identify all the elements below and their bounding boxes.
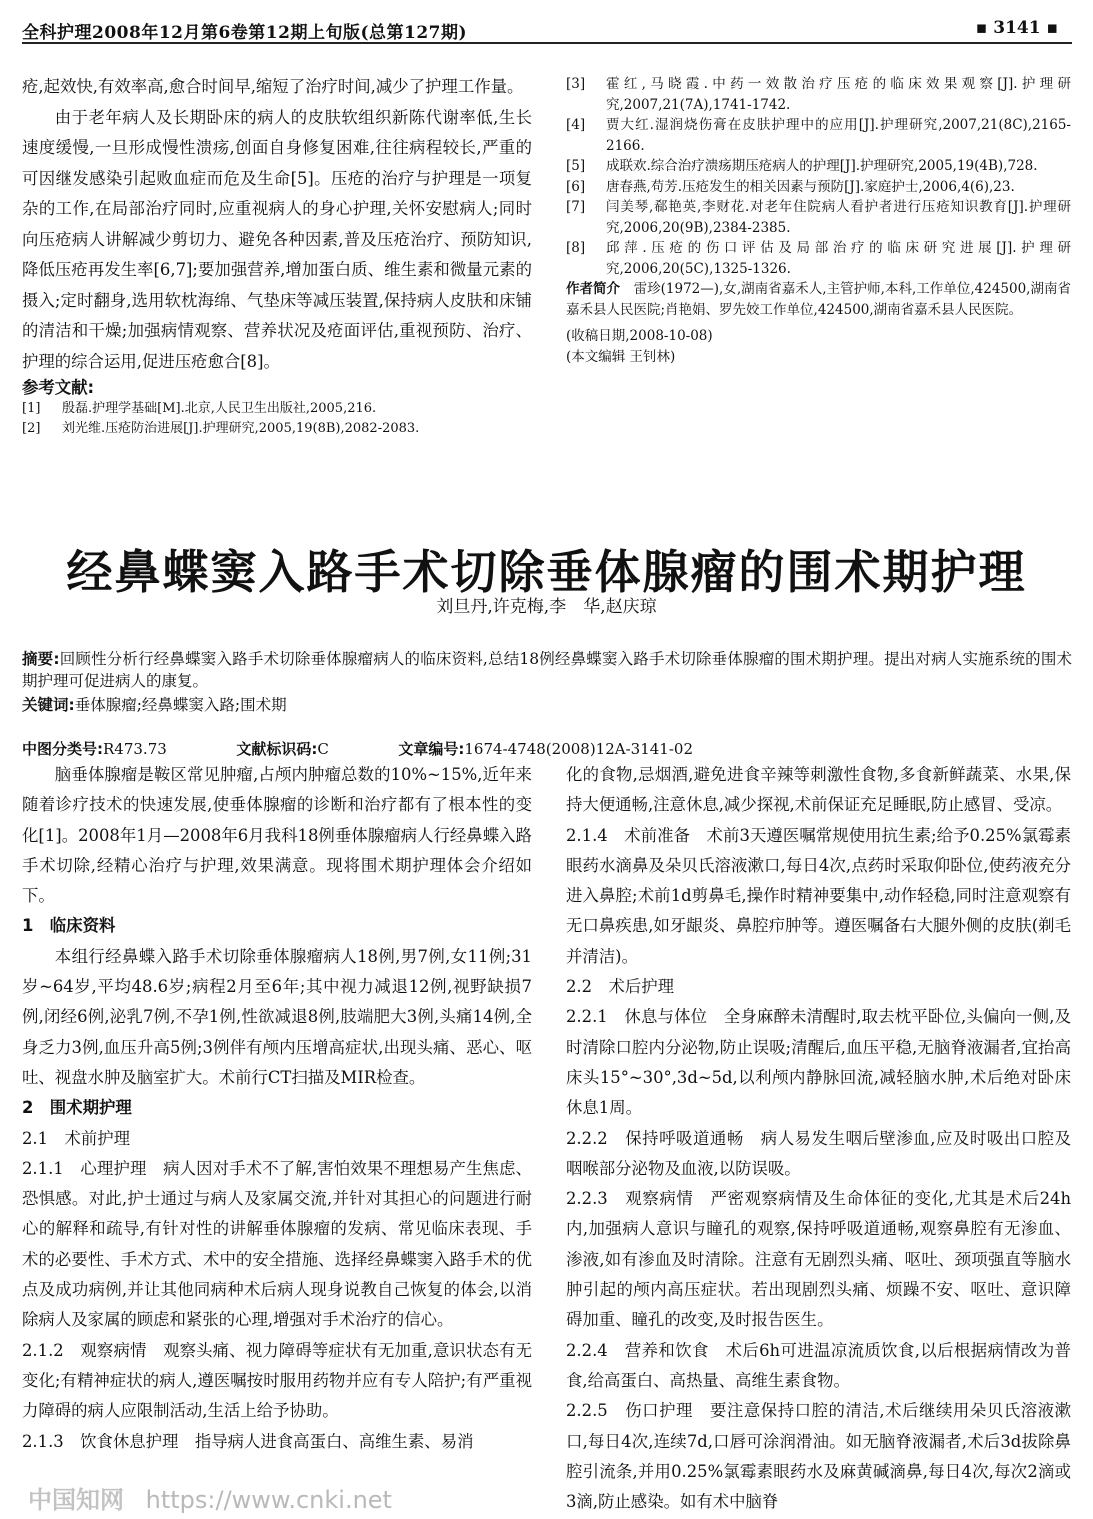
running-header [22, 14, 1072, 44]
classification-line [22, 738, 1072, 759]
text-2-1-1: 病人因对手术不了解,害怕效果不理想易产生焦虑、恐惧感。对此,护士通过与病人及家属交流,并针对其担心的问题进行耐心的解释和疏导,有针对性的讲解垂体腺瘤的发病、常见临床表现、手术的必要性、手术方式、术中的安全措施、选择经鼻蝶窦入路手术的优点及成功病例,并让其他同病种术后病人现身说教自己恢复的体会,以消除病人及家属的顾虑和紧张的心理,增强对手术治疗的信心。 [22, 1158, 532, 1330]
heading-2-2-4: 2.2.4 营养和饮食 [566, 1340, 709, 1360]
paragraph-2-2-4 [566, 1336, 1071, 1397]
abstract [22, 648, 1072, 692]
clinical-paragraph: 本组行经鼻蝶入路手术切除垂体腺瘤病人18例,男7例,女11例;31岁~64岁,平均48.6岁;病程2月至6年;其中视力减退12例,视野缺损7例,闭经6例,泌乳7例,不孕1例,性欲减退8例,肢端肥大3例,头痛14例,全身乏力3例,血压升高5例;3例伴有颅内压增高症状,出现头痛、恶心、呕吐、视盘水肿及脑室扩大。术前行CT扫描及MIR检查。 [22, 946, 532, 1087]
text-2-2-2: 病人易发生咽后壁渗血,应及时吸出口腔及咽喉部分泌物及血液,以防误吸。 [566, 1128, 1071, 1178]
prev-paragraph-1: 疮,起效快,有效率高,愈合时间早,缩短了治疗时间,减少了护理工作量。 [22, 77, 524, 96]
paragraph-2-2-5 [566, 1396, 1071, 1517]
prev-article-left-column [22, 72, 532, 439]
paragraph-2-2-1 [566, 1002, 1071, 1123]
section-heading-2: 2 围术期护理 [22, 1098, 132, 1118]
cnki-watermark [28, 1480, 392, 1515]
paragraph-2-2-3 [566, 1184, 1071, 1335]
article-authors: 刘旦丹,许克梅,李 华,赵庆琼 [436, 597, 657, 617]
keywords [22, 694, 1072, 716]
text-2-2-3: 严密观察病情及生命体征的变化,尤其是术后24h内,加强病人意识与瞳孔的观察,保持呼吸道通畅,观察鼻腔有无渗血、渗液,如有渗血及时清除。注意有无剧烈头痛、呕吐、颈项强直等脑水肿引起的颅内高压症状。若出现剧烈头痛、烦躁不安、呕吐、意识障碍加重、瞳孔的改变,及时报告医生。 [566, 1189, 1072, 1330]
text-2-2-5: 要注意保持口腔的清洁,术后继续用朵贝氏溶液漱口,每日4次,连续7d,口唇可涂润滑油。如无脑脊液漏者,术后3d拔除鼻腔引流条,并用0.25%氯霉素眼药水及麻黄碱滴鼻,每日4次,每次2滴或3滴,防止感染。如有术中脑脊 [566, 1401, 1071, 1512]
references-list-left [22, 399, 532, 439]
section-heading-1: 1 临床资料 [22, 916, 116, 936]
heading-2-1-4: 2.1.4 术前准备 [566, 825, 691, 845]
keywords-text: 垂体腺瘤;经鼻蝶窦入路;围术期 [74, 696, 287, 714]
reference-item: [5] 成联欢.综合治疗溃疡期压疮病人的护理[J].护理研究,2005,19(4B),728. [566, 158, 1038, 174]
prev-paragraph-2: 由于老年病人及长期卧床的病人的皮肤软组织新陈代谢率低,生长速度缓慢,一旦形成慢性溃疡,创面自身修复困难,往往病程较长,严重的可因继发感染引起败血症而危及生命[5]。压疮的治疗与护理是一项复杂的工作,在局部治疗同时,应重视病人的身心护理,关怀安慰病人;同时向压疮病人讲解减少剪切力、避免各种因素,普及压疮治疗、预防知识,降低压疮再发生率[6,7];要加强营养,增加蛋白质、维生素和微量元素的摄入;定时翻身,选用软枕海绵、气垫床等减压装置,保持病人皮肤和床铺的清洁和干燥;加强病情观察、营养状况及疮面评估,重视预防、治疗、护理的综合运用,促进压疮愈合[8]。 [22, 107, 532, 371]
references-heading: 参考文献: [22, 378, 95, 397]
paragraph-2-1-3 [22, 1427, 532, 1457]
paragraph-2-1-4 [566, 821, 1071, 972]
cls-value: R473.73 [103, 740, 167, 758]
heading-2-2-5: 2.2.5 伤口护理 [566, 1401, 693, 1421]
page-number: ▪ 3141 ▪ [975, 18, 1058, 38]
reference-item: [6] 唐春燕,苟芳.压疮发生的相关因素与预防[J].家庭护士,2006,4(6),23. [566, 178, 1015, 195]
article-number-value: 1674-4748(2008)12A-3141-02 [464, 740, 694, 758]
heading-2-2-3: 2.2.3 观察病情 [566, 1189, 694, 1209]
editor-note: (本文编辑 王钊林) [566, 348, 676, 365]
journal-info: 全科护理2008年12月第6卷第12期上旬版(总第127期) [22, 23, 468, 43]
text-2-1-4: 术前3天遵医嘱常规使用抗生素;给予0.25%氯霉素眼药水滴鼻及朵贝氏溶液漱口,每日4次,点药时采取仰卧位,使药液充分进入鼻腔;术前1d剪鼻毛,操作时精神要集中,动作轻稳,同时注意观察有无口鼻疾患,如牙龈炎、鼻腔疖肿等。遵医嘱备右大腿外侧的皮肤(剃毛并清洁)。 [566, 825, 1071, 966]
body-left-column [22, 760, 532, 1457]
reference-item: [1] 殷磊.护理学基础[M].北京,人民卫生出版社,2005,216. [22, 401, 377, 416]
body-right-column [566, 760, 1071, 1517]
reference-item: [4] 贾大红.湿润烧伤膏在皮肤护理中的应用[J].护理研究,2007,21(8C),2165-2166. [566, 117, 1071, 154]
paragraph-2-2-2 [566, 1124, 1071, 1185]
heading-2-2-2: 2.2.2 保持呼吸道通畅 [566, 1128, 744, 1148]
reference-item: [8] 邱萍.压疮的伤口评估及局部治疗的临床研究进展[J].护理研究,2006,20(5C),1325-1326. [566, 240, 1071, 277]
reference-item: [2] 刘光维.压疮防治进展[J].护理研究,2005,19(8B),2082-2083. [22, 421, 420, 436]
received-date: (收稿日期,2008-10-08) [566, 328, 713, 344]
author-bio [566, 279, 1071, 320]
article-title: 经鼻蝶窦入路手术切除垂体腺瘤的围术期护理 [66, 545, 1027, 599]
watermark-url: https://www.cnki.net [145, 1486, 392, 1514]
doc-code-value: C [317, 740, 329, 758]
intro-paragraph: 脑垂体腺瘤是鞍区常见肿瘤,占颅内肿瘤总数的10%~15%,近年来随着诊疗技术的快速发展,使垂体腺瘤的诊断和治疗都有了根本性的变化[1]。2008年1月—2008年6月我科18例垂体腺瘤病人行经鼻蝶入路手术切除,经精心治疗与护理,效果满意。现将围术期护理体会介绍如下。 [22, 765, 532, 906]
paragraph-2-1-2 [22, 1336, 532, 1427]
reference-item: [3] 霍红,马晓霞.中药一效散治疗压疮的临床效果观察[J].护理研究,2007,21(7A),1741-1742. [566, 76, 1071, 113]
watermark-logo-text: 中国知网 [28, 1486, 124, 1514]
abstract-text: 回顾性分析行经鼻蝶窦入路手术切除垂体腺瘤病人的临床资料,总结18例经鼻蝶窦入路手术切除垂体腺瘤的围术期护理。提出对病人实施系统的围术期护理可促进病人的康复。 [22, 650, 1072, 690]
abstract-label: 摘要: [22, 650, 60, 668]
article-number-label: 文章编号: [398, 740, 465, 758]
cls-label: 中图分类号: [22, 740, 103, 758]
abstract-block [22, 648, 1072, 716]
doc-code-label: 文献标识码: [236, 740, 318, 758]
keywords-label: 关键词: [22, 696, 75, 714]
prev-article-right-column [566, 74, 1071, 367]
heading-2-2-1: 2.2.1 休息与体位 [566, 1007, 708, 1027]
text-2-1-2: 观察头痛、视力障碍等症状有无加重,意识状态有无变化;有精神症状的病人,遵医嘱按时服用药物并应有专人陪护;有严重视力障碍的病人应限制活动,生活上给予协助。 [22, 1340, 532, 1421]
reference-item: [7] 闫美琴,郗艳英,李财花.对老年住院病人看护者进行压疮知识教育[J].护理研究,2006,20(9B),2384-2385. [566, 199, 1071, 236]
author-bio-text: 雷珍(1972—),女,湖南省嘉禾人,主管护师,本科,工作单位,424500,湖南省嘉禾县人民医院;肖艳娟、罗先姣工作单位,424500,湖南省嘉禾县人民医院。 [566, 281, 1072, 318]
text-2-2-4: 术后6h可进温凉流质饮食,以后根据病情改为普食,给高蛋白、高热量、高维生素食物。 [566, 1340, 1071, 1390]
paragraph-2-1-3-cont: 化的食物,忌烟酒,避免进食辛辣等刺激性食物,多食新鲜蔬菜、水果,保持大便通畅,注意休息,减少探视,术前保证充足睡眠,防止感冒、受凉。 [566, 765, 1071, 815]
subsection-heading-2-1: 2.1 术前护理 [22, 1128, 131, 1148]
heading-2-1-1: 2.1.1 心理护理 [22, 1158, 147, 1178]
heading-2-1-2: 2.1.2 观察病情 [22, 1340, 147, 1360]
author-bio-label: 作者简介 [566, 281, 621, 297]
text-2-1-3: 指导病人进食高蛋白、高维生素、易消 [194, 1431, 474, 1451]
paragraph-2-1-1 [22, 1154, 532, 1336]
heading-2-1-3: 2.1.3 饮食休息护理 [22, 1431, 179, 1451]
text-2-2-1: 全身麻醉未清醒时,取去枕平卧位,头偏向一侧,及时清除口腔内分泌物,防止误吸;清醒后,血压平稳,无脑脊液漏者,宜抬高床头15°~30°,3d~5d,以利颅内静脉回流,减轻脑水肿,术后绝对卧床休息1周。 [566, 1007, 1071, 1118]
subsection-heading-2-2: 2.2 术后护理 [566, 977, 675, 997]
